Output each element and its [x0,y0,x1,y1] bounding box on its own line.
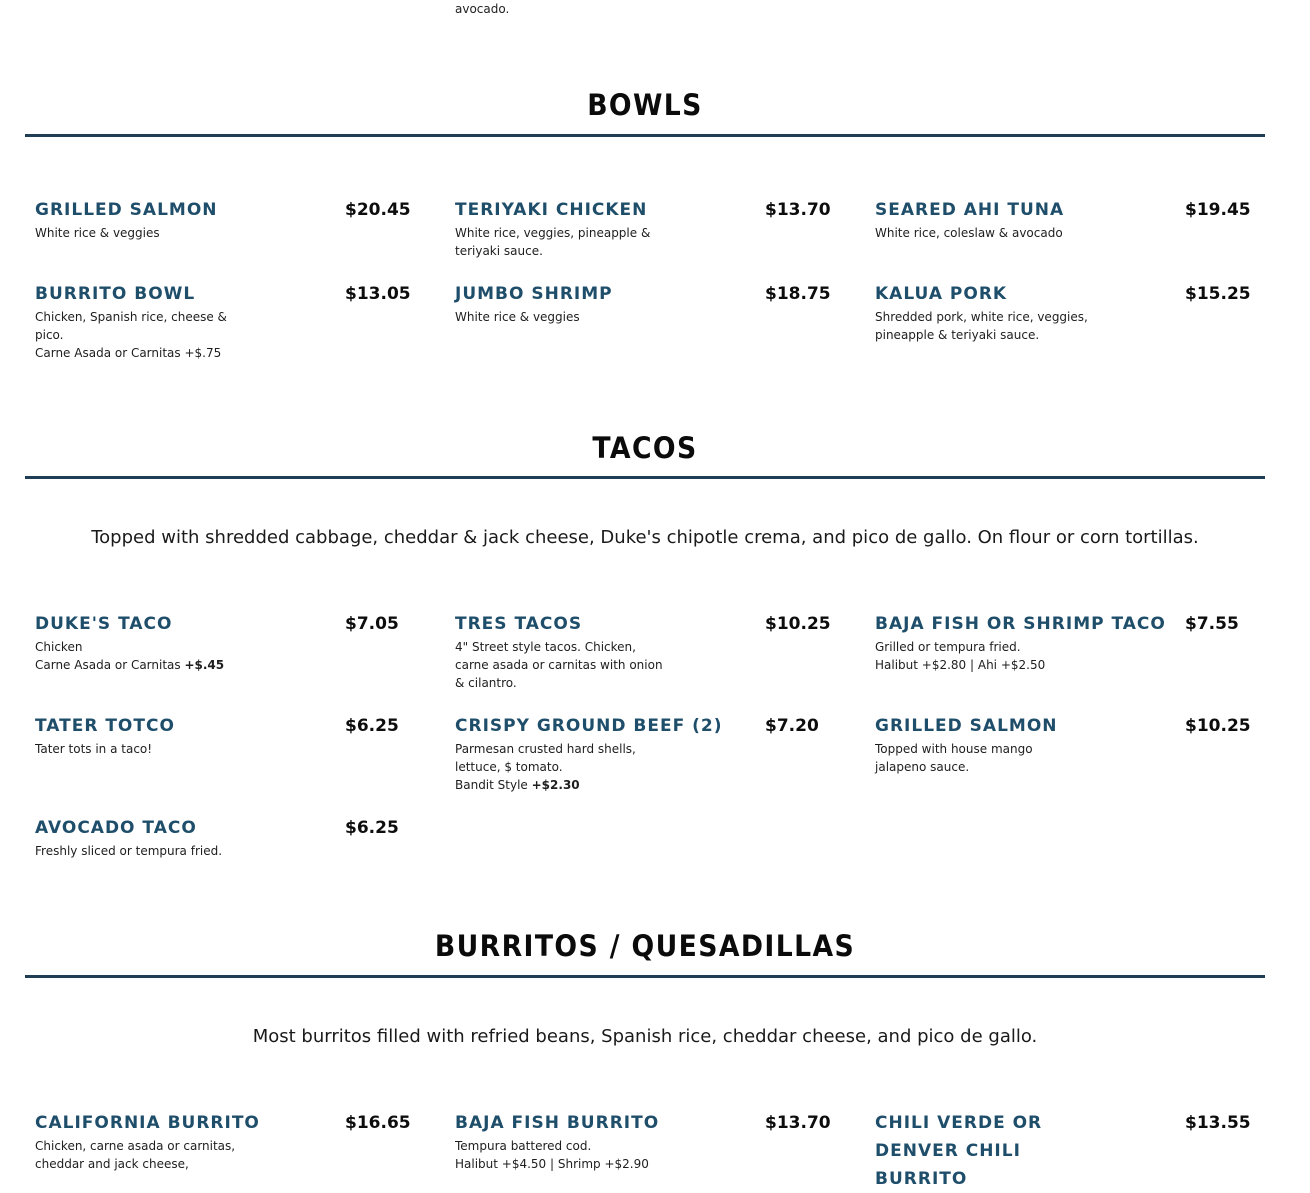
item-name: CRISPY GROUND BEEF (2) [455,716,723,736]
item-description: Freshly sliced or tempura fried. [35,844,223,858]
item-description: White rice & veggies [455,310,580,324]
item-price: $15.25 [1185,284,1251,304]
item-name: KALUA PORK [875,284,1008,304]
item-description: White rice, veggies, pineapple & teriyaki sauce. [455,226,651,258]
item-name: SEARED AHI TUNA [875,200,1065,220]
item-name: AVOCADO TACO [35,818,197,838]
item-price: $16.65 [345,1113,411,1133]
item-description: Chicken, carne asada or carnitas, cheddar and jack cheese, [35,1139,236,1171]
item-price: $7.05 [345,614,399,634]
item-name: TRES TACOS [455,614,583,634]
item-price: $6.25 [345,716,399,736]
item-description: 4" Street style tacos. Chicken, carne asada or carnitas with onion & cilantro. [455,640,663,690]
item-name: GRILLED SALMON [875,716,1058,736]
item-price: $6.25 [345,818,399,838]
section-title-burritos-quesadillas: BURRITOS / QUESADILLAS [434,929,856,963]
previous-item-description-fragment: avocado. [455,2,510,16]
item-description: Tempura battered cod. Halibut +$4.50 | Shrimp +$2.90 [455,1139,649,1171]
item-description: Chicken, Spanish rice, cheese & pico. Carne Asada or Carnitas +$.75 [35,310,227,360]
item-price: $7.20 [765,716,819,736]
section-intro-burritos: Most burritos filled with refried beans, Spanish rice, cheddar cheese, and pico de gallo. [252,1026,1038,1047]
item-description: White rice, coleslaw & avocado [875,226,1063,240]
item-name: GRILLED SALMON [35,200,218,220]
item-description: Grilled or tempura fried. Halibut +$2.80 | Ahi +$2.50 [875,640,1046,672]
section-intro-tacos: Topped with shredded cabbage, cheddar & jack cheese, Duke's chipotle crema, and pico de gallo. On flour or corn tortillas. [91,527,1199,548]
item-name: BURRITO BOWL [35,284,196,304]
item-price: $19.45 [1185,200,1251,220]
item-description: Shredded pork, white rice, veggies, pineapple & teriyaki sauce. [875,310,1088,342]
section-title-bowls: BOWLS [587,88,703,122]
item-description: Chicken Carne Asada or Carnitas +$.45 [35,640,225,672]
section-divider [25,134,1265,137]
item-name: DUKE'S TACO [35,614,173,634]
item-name: BAJA FISH OR SHRIMP TACO [875,614,1166,634]
item-description: Tater tots in a taco! [35,742,153,756]
item-description: Topped with house mango jalapeno sauce. [875,742,1033,774]
item-price: $13.55 [1185,1113,1251,1133]
item-name: TERIYAKI CHICKEN [455,200,648,220]
item-price: $13.70 [765,1113,831,1133]
section-title-tacos: TACOS [592,431,698,465]
item-price: $13.70 [765,200,831,220]
section-divider [25,476,1265,479]
item-name: CALIFORNIA BURRITO [35,1113,260,1133]
item-price: $10.25 [765,614,831,634]
section-divider [25,975,1265,978]
item-name: BAJA FISH BURRITO [455,1113,660,1133]
item-name: CHILI VERDE OR DENVER CHILI BURRITO [875,1113,1043,1189]
item-name: TATER TOTCO [35,716,175,736]
item-price: $13.05 [345,284,411,304]
item-price: $7.55 [1185,614,1239,634]
item-description: White rice & veggies [35,226,160,240]
item-price: $10.25 [1185,716,1251,736]
item-description: Parmesan crusted hard shells, lettuce, $ tomato. Bandit Style +$2.30 [455,742,636,792]
item-price: $18.75 [765,284,831,304]
item-price: $20.45 [345,200,411,220]
item-name: JUMBO SHRIMP [455,284,613,304]
